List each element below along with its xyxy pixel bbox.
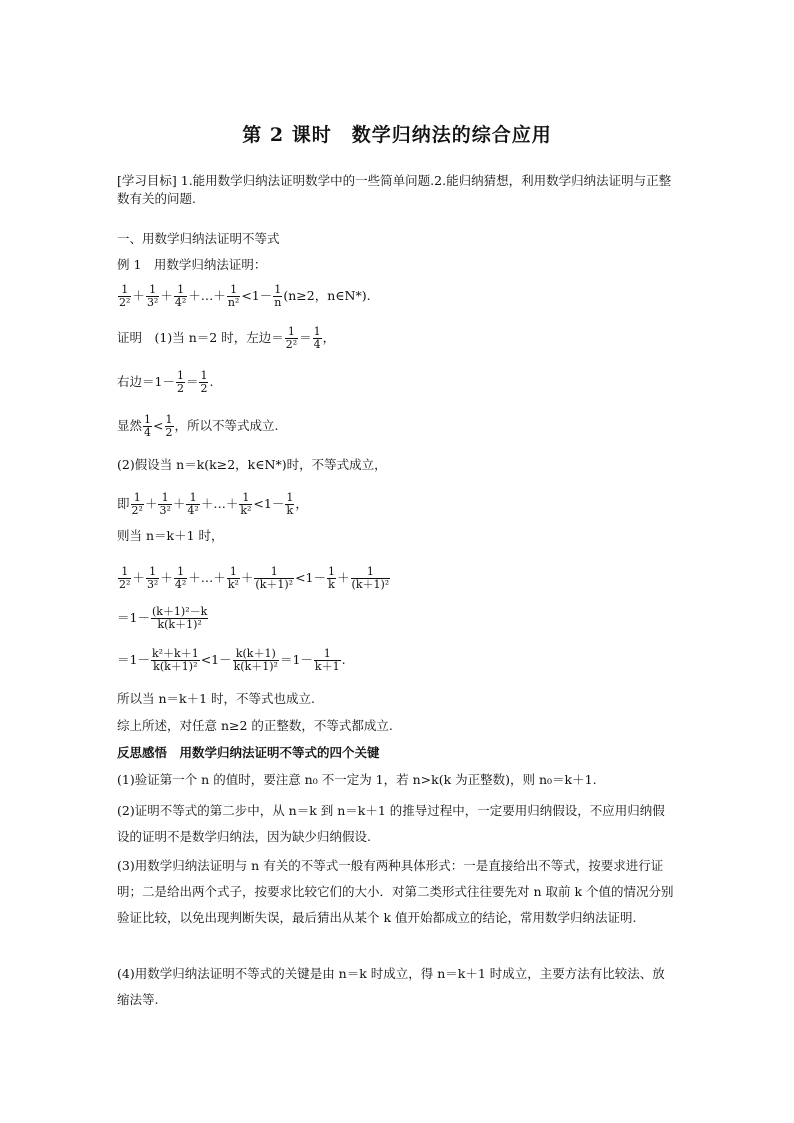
then-when-line: 则当 n＝k＋1 时， (117, 528, 224, 543)
learning-objectives (117, 172, 677, 208)
reflection-point-2: (2)证明不等式的第二步中，从 n＝k 到 n＝k＋1 的推导过程中，一定要用归纳假设，不应用归纳假设的证明不是数学归纳法，因为缺少归纳假设. (117, 803, 665, 844)
reflection-label: 反思感悟 (117, 745, 168, 760)
induction-line-1: $\frac{1}{\text{2²}}$ ＋ $\frac{1}{\text{3²}}$ ＋ $\frac{1}{\text{4²}}$ ＋…＋ $\frac{1}{\text{k²}}$ ＋ $\frac{1}{\text{(k＋1)²}}$ <1－ $\frac{1}{k}$ ＋ $\frac{1}{\text{(k＋1)²}}$ (119, 565, 390, 591)
proof-step-1: 证明 (1)当 n＝2 时，左边＝ $\frac{1}{\text{2²}}$ ＝ $\frac{1}{4}$ ， (117, 325, 336, 351)
example-label: 例 1 用数学归纳法证明： (117, 257, 267, 272)
induction-line-3: ＝1－ $\frac{\text{k²＋k＋1}}{\text{k(k＋1)²}}$ <1－ $\frac{k(k+1)}{\text{k(k＋1)²}}$ ＝1－ $\frac{1}{k+1}$ . (117, 647, 346, 673)
induction-line-2: ＝1－ $\frac{\text{(k＋1)²－k}}{\text{k(k＋1)²}}$ (117, 605, 208, 631)
hypothesis-line: 即 $\frac{1}{\text{2²}}$ ＋ $\frac{1}{\text{3²}}$ ＋ $\frac{1}{\text{4²}}$ ＋…＋ $\frac{1}{\text{k²}}$ <1－ $\frac{1}{k}$ ， (117, 491, 308, 517)
obvious-line: 显然 $\frac{1}{4}$ < $\frac{1}{2}$ ，所以不等式成立. (117, 413, 279, 439)
reflection-point-3: (3)用数学归纳法证明与 n 有关的不等式一般有两种具体形式：一是直接给出不等式，按要求进行证明；二是给出两个式子，按要求比较它们的大小．对第二类形式往往要先对 n 取前 k 个值的情况分别验证比较，以免出现判断失误，最后猜出从某个 k 值开始都成立的结论，常用数学归纳法证明. (117, 858, 674, 925)
proof-step-2: (2)假设当 n＝k(k≥2，k∈N*)时，不等式成立， (117, 457, 387, 472)
right-side-line: 右边＝1－ $\frac{1}{2}$ ＝ $\frac{1}{2}$ . (117, 369, 214, 395)
page-title: 第 2 课时 数学归纳法的综合应用 (242, 124, 552, 146)
conclusion-line: 综上所述，对任意 n≥2 的正整数，不等式都成立. (117, 718, 393, 733)
proof-label: 证明 (117, 330, 143, 345)
objectives-label: [学习目标] (117, 173, 177, 188)
section-heading: 一、用数学归纳法证明不等式 (117, 231, 280, 246)
objectives-text: 1.能用数学归纳法证明数学中的一些简单问题.2.能归纳猜想，利用数学归纳法证明与正整数有关的问题. (117, 173, 672, 206)
reflection-heading (117, 744, 380, 762)
reflection-title: 用数学归纳法证明不等式的四个关键 (179, 745, 380, 760)
reflection-point-1: (1)验证第一个 n 的值时，要注意 n₀ 不一定为 1，若 n>k(k 为正整数)，则 n₀＝k＋1. (117, 772, 597, 787)
reflection-point-4: (4)用数学归纳法证明不等式的关键是由 n＝k 时成立，得 n＝k＋1 时成立，主要方法有比较法、放缩法等. (117, 966, 665, 1007)
example-statement: $\frac{1}{\text{2²}}$ ＋ $\frac{1}{\text{3²}}$ ＋ $\frac{1}{\text{4²}}$ ＋…＋ $\frac{1}{\text{n²}}$ <1－ $\frac{1}{n}$ (n≥2，n∈N*). (119, 283, 371, 309)
so-when-line: 所以当 n＝k＋1 时，不等式也成立. (117, 691, 315, 706)
